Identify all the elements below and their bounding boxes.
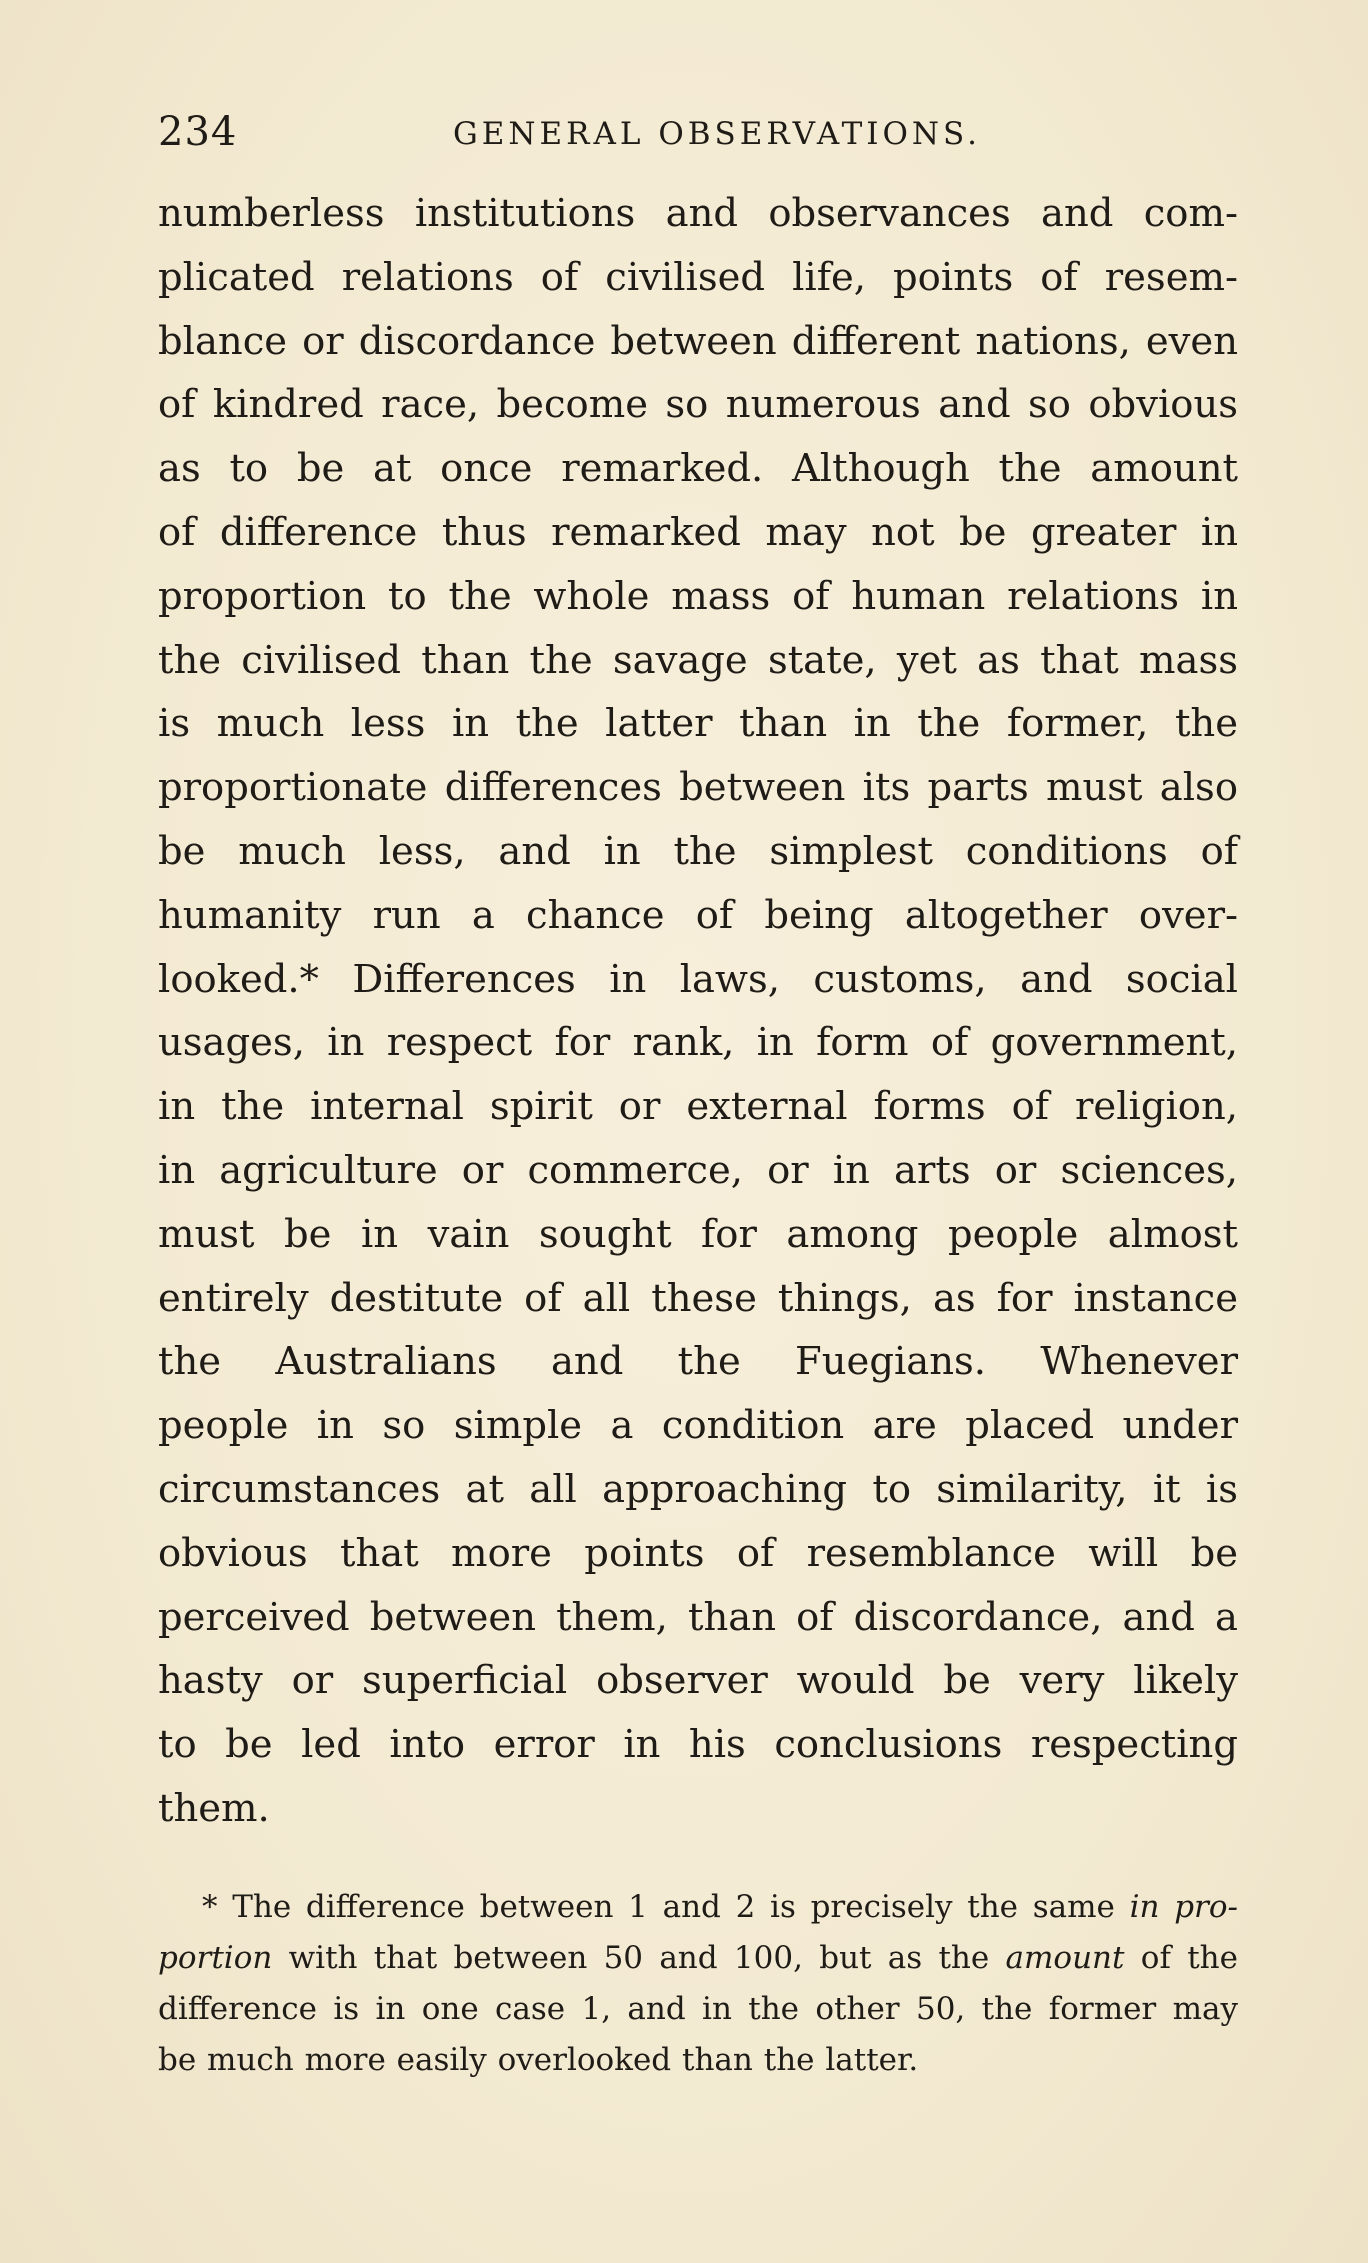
text-line: people in so simple a condition are placed under [158, 1403, 1238, 1449]
text-line: as to be at once remarked. Although the amount [158, 446, 1238, 492]
text-line: them. [158, 1785, 270, 1831]
text-line: blance or discordance between different nations, even [158, 318, 1238, 364]
body-text [158, 182, 1238, 1841]
text-line: usages, in respect for rank, in form of government, [158, 1020, 1238, 1066]
text-line: of kindred race, become so numerous and so obvious [158, 382, 1238, 428]
footnote-line: be much more easily overlooked than the latter. [158, 2042, 919, 2078]
text-line: to be led into error in his conclusions respecting [158, 1722, 1238, 1768]
footnote-italic-text: amount [1005, 1940, 1125, 1976]
text-line: plicated relations of civilised life, points of resem- [158, 254, 1238, 300]
running-title: GENERAL OBSERVATIONS. [453, 116, 982, 152]
footnote [158, 1882, 1238, 2086]
text-line: humanity run a chance of being altogether over- [158, 892, 1238, 938]
text-line: in the internal spirit or external forms of religion, [158, 1084, 1238, 1130]
text-line: is much less in the latter than in the former, the [158, 701, 1238, 747]
text-line: entirely destitute of all these things, as for instance [158, 1275, 1238, 1321]
footnote-line: difference is in one case 1, and in the other 50, the former may [158, 1991, 1238, 2027]
footnote-line [158, 1882, 1238, 1933]
text-line: of difference thus remarked may not be greater in [158, 509, 1238, 555]
text-line: perceived between them, than of discordance, and a [158, 1594, 1238, 1640]
text-line: looked.* Differences in laws, customs, and social [158, 956, 1238, 1002]
text-line: the civilised than the savage state, yet as that mass [158, 637, 1238, 683]
footnote-text: with that between 50 and 100, but as the [272, 1940, 1006, 1976]
footnote-line [158, 1933, 1238, 1984]
text-line: be much less, and in the simplest conditions of [158, 828, 1238, 874]
page-header [158, 108, 1238, 168]
text-line: the Australians and the Fuegians. Whenever [158, 1339, 1238, 1385]
text-line: obvious that more points of resemblance will be [158, 1530, 1238, 1576]
footnote-italic-text: in pro- [1129, 1889, 1238, 1925]
text-line: hasty or superficial observer would be very likely [158, 1658, 1238, 1704]
footnote-text: of the [1124, 1940, 1238, 1976]
text-line: proportionate differences between its parts must also [158, 765, 1238, 811]
footnote-italic-text: portion [158, 1940, 273, 1976]
page-number: 234 [158, 109, 238, 155]
text-line: proportion to the whole mass of human relations in [158, 573, 1238, 619]
footnote-text: * The difference between 1 and 2 is precisely the same [202, 1889, 1130, 1925]
text-line: must be in vain sought for among people almost [158, 1211, 1238, 1257]
text-line: numberless institutions and observances and com- [158, 191, 1238, 236]
text-line: circumstances at all approaching to similarity, it is [158, 1466, 1238, 1512]
text-line: in agriculture or commerce, or in arts or sciences, [158, 1147, 1238, 1193]
